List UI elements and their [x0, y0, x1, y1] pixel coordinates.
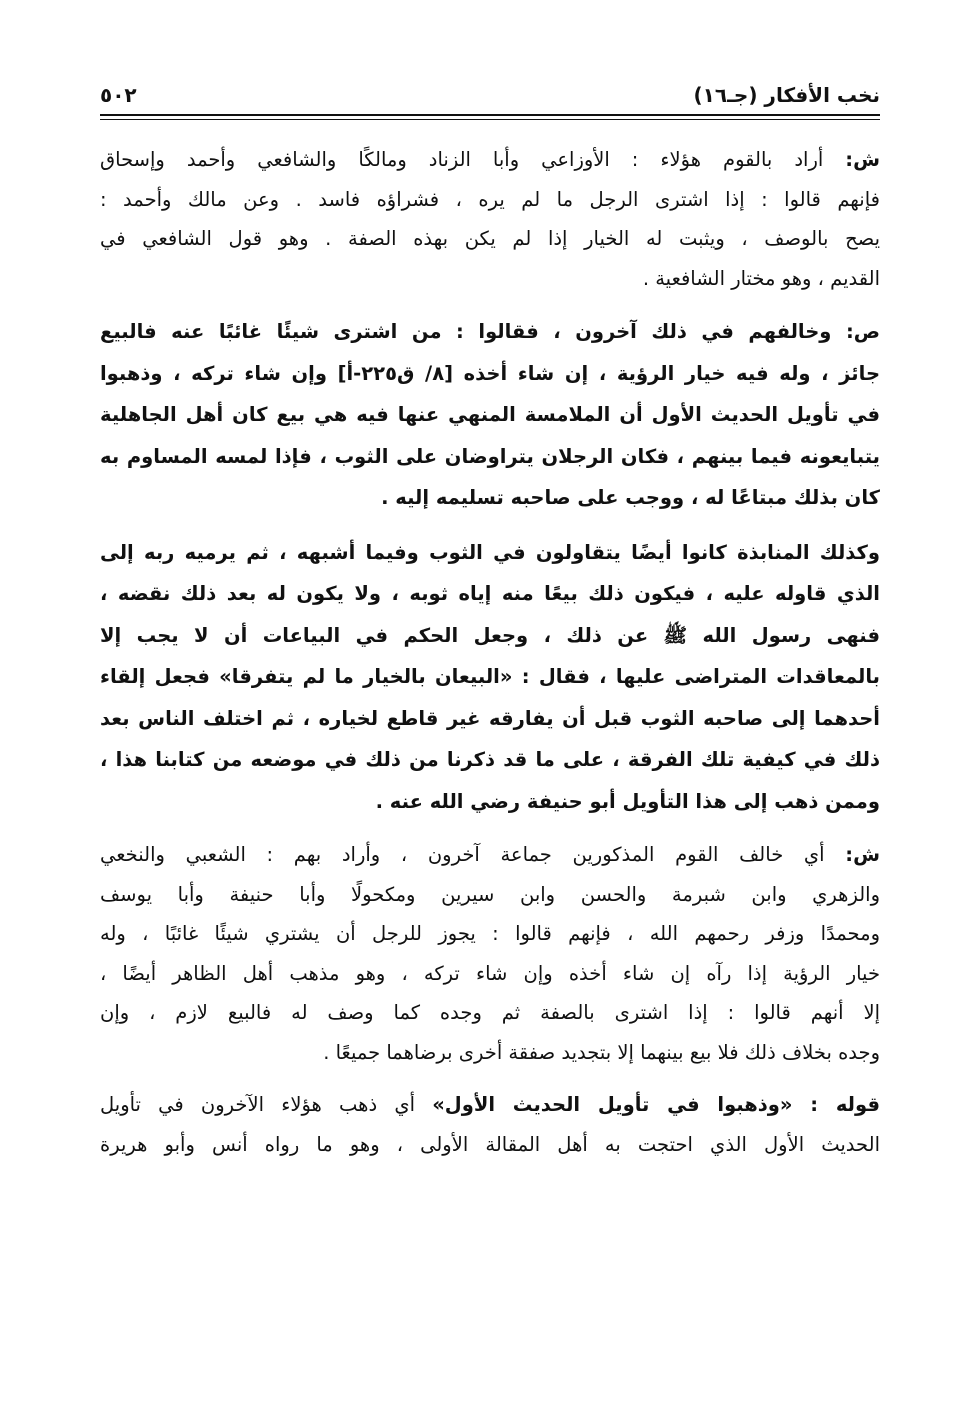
text-line	[100, 477, 880, 519]
line-text: القديم ، وهو مختار الشافعية .	[642, 266, 880, 290]
paragraph-lead: ش:	[845, 148, 880, 171]
line-text: وممن ذهب إلى هذا التأويل أبو حنيفة رضي الله عنه .	[375, 789, 880, 813]
line-text: أي خالف القوم المذكورين جماعة آخرون ، وأراد بهم : الشعبي والنخعي	[100, 843, 846, 866]
text-line	[100, 615, 880, 657]
paragraph	[100, 311, 880, 519]
text-line	[100, 180, 880, 220]
line-text: جائز ، وله فيه خيار الرؤية ، إن شاء أخذه [٨/ ق٢٢٥-أ] وإن شاء تركه ، وذهبوا	[100, 361, 880, 385]
line-text: والزهري وابن شبرمة والحسن وابن سيرين ومكحولًا وأبا حنيفة وأبا يوسف	[100, 882, 880, 906]
text-line	[100, 573, 880, 615]
paragraph-lead: قوله : «وذهبوا في تأويل الحديث الأول»	[432, 1093, 880, 1116]
text-line	[100, 1125, 880, 1165]
text-line	[100, 1033, 880, 1073]
header-rule-thin	[100, 119, 880, 120]
line-text: ومحمدًا وزفر رحمهم الله ، فإنهم قالوا : يجوز للرجل أن يشتري شيئًا غائبًا ، وله	[100, 922, 880, 945]
text-line	[100, 219, 880, 259]
text-line	[100, 532, 880, 574]
line-text: وجده بخلاف ذلك فلا بيع بينهما إلا بتجديد صفقة أخرى برضاهما جميعًا .	[323, 1040, 880, 1064]
line-text: ذلك في كيفية تلك الفرقة ، على ما قد ذكرنا من ذلك في موضعه من كتابنا هذا ،	[100, 748, 880, 771]
line-text: الحديث الأول الذي احتجت به أهل المقالة الأولى ، وهو ما رواه أنس وأبو هريرة	[100, 1132, 880, 1156]
paragraph	[100, 1085, 880, 1164]
line-text: فإنهم قالوا : إذا اشترى الرجل ما لم يره ، فشراؤه فاسد . وعن مالك وأحمد :	[100, 187, 880, 211]
paragraph-lead: ص:	[845, 320, 880, 343]
header-rule	[100, 114, 880, 116]
text-line	[100, 739, 880, 781]
line-text: يصح بالوصف ، ويثبت له الخيار إذا لم يكن بهذه الصفة . وهو قول الشافعي في	[100, 227, 880, 250]
text-line	[100, 781, 880, 823]
text-line	[100, 914, 880, 954]
line-text: أي ذهب هؤلاء الآخرون في تأويل	[100, 1093, 433, 1116]
text-line	[100, 698, 880, 740]
text-line	[100, 835, 880, 875]
line-text: وخالفهم في ذلك آخرون ، فقالوا : من اشترى شيئًا غائبًا عنه فالبيع	[100, 320, 846, 343]
line-text: وكذلك المنابذة كانوا أيضًا يتقاولون في الثوب وفيما أشبهه ، ثم يرميه ربه إلى	[100, 540, 880, 564]
text-line	[100, 656, 880, 698]
line-text: إلا أنهم قالوا : إذا اشترى بالصفة ثم وجده كما وصف له فالبيع لازم ، وإن	[100, 1001, 880, 1024]
line-text: الذي قاوله عليه ، فيكون ذلك بيعًا منه إياه ثوبه ، ولا يكون له بعد ذلك نقضه ،	[100, 582, 880, 605]
paragraph	[100, 532, 880, 823]
text-line	[100, 436, 880, 478]
line-text: كان بذلك مبتاعًا له ، ووجب على صاحبه تسليمه إليه .	[381, 486, 880, 509]
book-title: نخب الأفكار (جـ١٦)	[693, 83, 880, 107]
line-text: خيار الرؤية إذا رآه إن شاء أخذه وإن شاء تركه ، وهو مذهب أهل الظاهر أيضًا ،	[100, 961, 880, 985]
page-number: ٥٠٢	[100, 83, 137, 107]
paragraph	[100, 140, 880, 298]
text-line	[100, 1085, 880, 1125]
text-line	[100, 993, 880, 1033]
text-line	[100, 394, 880, 436]
running-header	[100, 78, 880, 112]
line-text: يتبايعونه فيما بينهم ، فكان الرجلان يتراوضان على الثوب ، فإذا لمسه المساوم به	[100, 444, 880, 468]
text-line	[100, 311, 880, 353]
text-line	[100, 259, 880, 299]
paragraph-lead: ش:	[845, 843, 880, 866]
text-line	[100, 140, 880, 180]
line-text: في تأويل الحديث الأول أن الملامسة المنهي عنها فيه هي بيع كان أهل الجاهلية	[100, 403, 880, 426]
line-text: أحدهما إلى صاحبه الثوب قبل أن يفارقه غير قاطع لخياره ، ثم اختلف الناس بعد	[100, 706, 880, 730]
line-text: أراد بالقوم هؤلاء : الأوزاعي وأبا الزناد ومالكًا والشافعي وأحمد وإسحاق	[100, 148, 846, 171]
paragraph	[100, 835, 880, 1072]
line-text: بالمعاقدات المتراضى عليها ، فقال : «البيعان بالخيار ما لم يتفرقا» فجعل إلقاء	[100, 665, 880, 688]
text-line	[100, 875, 880, 915]
text-line	[100, 954, 880, 994]
line-text: فنهى رسول الله ﷺ عن ذلك ، وجعل الحكم في البياعات أن لا يجب إلا	[100, 623, 880, 647]
body-text	[100, 140, 880, 1177]
text-line	[100, 353, 880, 395]
